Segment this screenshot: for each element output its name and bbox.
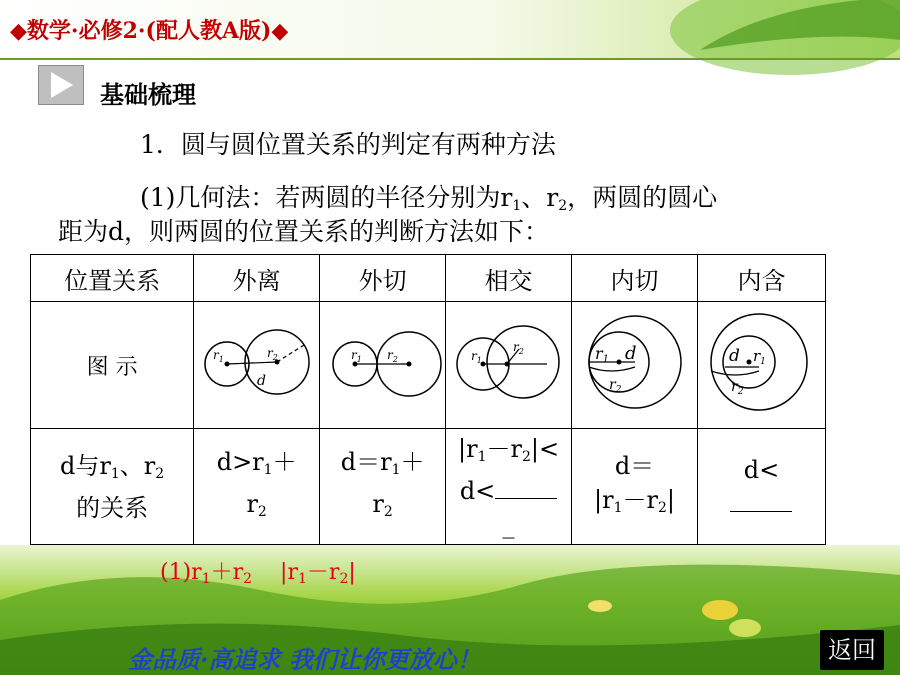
- diagram-label: 图 示: [31, 302, 194, 429]
- diagram-contained: [697, 302, 825, 429]
- section-title: 基础梳理: [100, 81, 196, 109]
- diagram-external-tangent: [320, 302, 446, 429]
- relation-separate: $d>r_1+$ $r_2$: [194, 429, 320, 545]
- svg-text:r1: $r_1$: [470, 349, 482, 365]
- circle-position-table: [30, 254, 826, 545]
- svg-text:r2: $r_2$: [731, 379, 744, 397]
- header-contained: 内含: [697, 255, 825, 302]
- header-separate: 外离: [194, 255, 320, 302]
- table-header-row: [31, 255, 826, 302]
- svg-text:r1: $r_1$: [212, 348, 224, 364]
- svg-text:r2: $r_2$: [266, 346, 278, 362]
- geometric-method-text: (1)几何法：若两圆的半径分别为$r_1$、$r_2$，两圆的圆心: [140, 183, 718, 214]
- play-icon[interactable]: [38, 65, 84, 105]
- geometric-method-text-cont: 距为d，则两圆的位置关系的判断方法如下：: [58, 217, 550, 246]
- table-row-diagram: [31, 302, 826, 429]
- relation-internal-tangent: d＝ $|r_1-r_2|$: [572, 429, 698, 545]
- svg-text:r1: $r_1$: [753, 347, 767, 367]
- svg-text:r2: $r_2$: [608, 377, 621, 395]
- header-position: 位置关系: [31, 255, 194, 302]
- blank-intersect: [495, 478, 557, 499]
- svg-text:d: d: [256, 373, 266, 389]
- svg-text:d: d: [729, 346, 741, 366]
- svg-text:r1: r1: [594, 344, 609, 365]
- relation-label: d与$r_1$、$r_2$ 的关系: [31, 429, 194, 545]
- diagram-internal-tangent: [572, 302, 698, 429]
- svg-text:r1: $r_1$: [350, 348, 362, 364]
- relation-external-tangent: $d=r_1+$ $r_2$: [320, 429, 446, 545]
- relation-contained: d<: [697, 429, 825, 545]
- svg-text:d: d: [624, 343, 637, 364]
- method-heading: 1．圆与圆位置关系的判定有两种方法: [140, 130, 556, 159]
- table-row-relation: [31, 429, 826, 545]
- header-internal-tangent: 内切: [572, 255, 698, 302]
- diagram-intersect: [446, 302, 572, 429]
- course-title: ◆数学·必修2·(配人教A版)◆: [10, 18, 289, 44]
- svg-text:r2: $r_2$: [386, 348, 398, 364]
- diagram-separate: [194, 302, 320, 429]
- blank-contained: [730, 491, 792, 512]
- svg-text:r2: $r_2$: [512, 340, 524, 356]
- header-intersect: 相交: [446, 255, 572, 302]
- footer-slogan: 金品质·高追求 我们让你更放心！: [128, 645, 481, 674]
- relation-intersect: $|r_1-r_2|<$ d< _: [446, 429, 572, 545]
- answer-line: $(1)r_1+r_2$ $|r_1-r_2|$: [160, 560, 356, 587]
- header-external-tangent: 外切: [320, 255, 446, 302]
- back-button[interactable]: 返回: [820, 630, 884, 670]
- header-rule: [0, 58, 900, 60]
